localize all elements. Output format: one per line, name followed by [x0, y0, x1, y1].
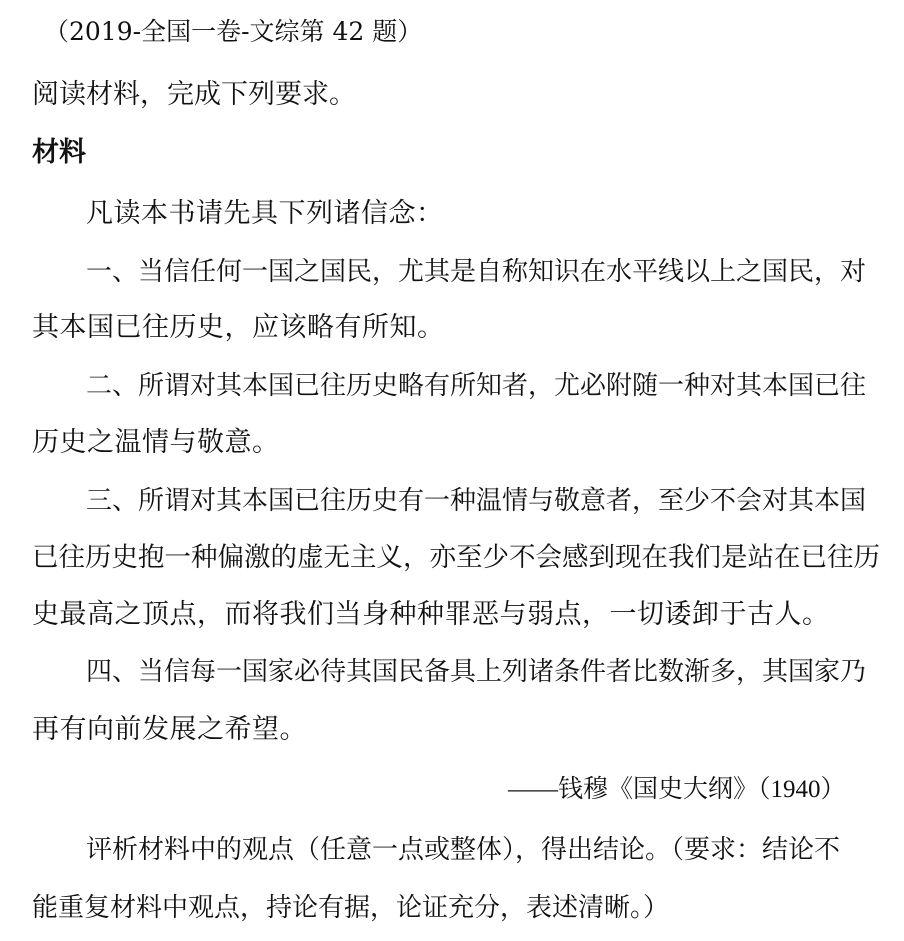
- task-line-1: 评析材料中的观点（任意一点或整体），得出结论。（要求：结论不: [86, 835, 841, 865]
- material-intro: 凡读本书请先具下列诸信念：: [86, 198, 444, 229]
- point-4-line-2: 再有向前发展之希望。: [32, 714, 307, 745]
- point-3-line-1: 三、所谓对其本国已往历史有一种温情与敬意者，至少不会对其本国: [86, 486, 867, 516]
- point-1-line-1: 一、当信任何一国之国民，尤其是自称知识在水平线以上之国民，对: [86, 257, 867, 287]
- instruction-text: 阅读材料，完成下列要求。: [32, 79, 356, 110]
- material-heading: 材料: [32, 137, 86, 168]
- source-tag: （2019-全国一卷-文综第 42 题）: [44, 17, 423, 46]
- point-3-line-3: 史最高之顶点，而将我们当身种种罪恶与弱点，一切诿卸于古人。: [32, 599, 830, 630]
- point-4-line-1: 四、当信每一国家必待其国民备具上列诸条件者比数渐多，其国家乃: [86, 657, 867, 687]
- attribution: ——钱穆《国史大纲》（1940）: [508, 776, 846, 803]
- task-line-2: 能重复材料中观点，持论有据，论证充分，表述清晰。）: [32, 893, 670, 923]
- point-2-line-2: 历史之温情与敬意。: [32, 427, 280, 458]
- point-1-line-2: 其本国已往历史，应该略有所知。: [32, 312, 445, 343]
- point-3-line-2: 已往历史抱一种偏激的虚无主义，亦至少不会感到现在我们是站在已往历: [32, 542, 880, 573]
- point-2-line-1: 二、所谓对其本国已往历史略有所知者，尤必附随一种对其本国已往: [86, 371, 867, 401]
